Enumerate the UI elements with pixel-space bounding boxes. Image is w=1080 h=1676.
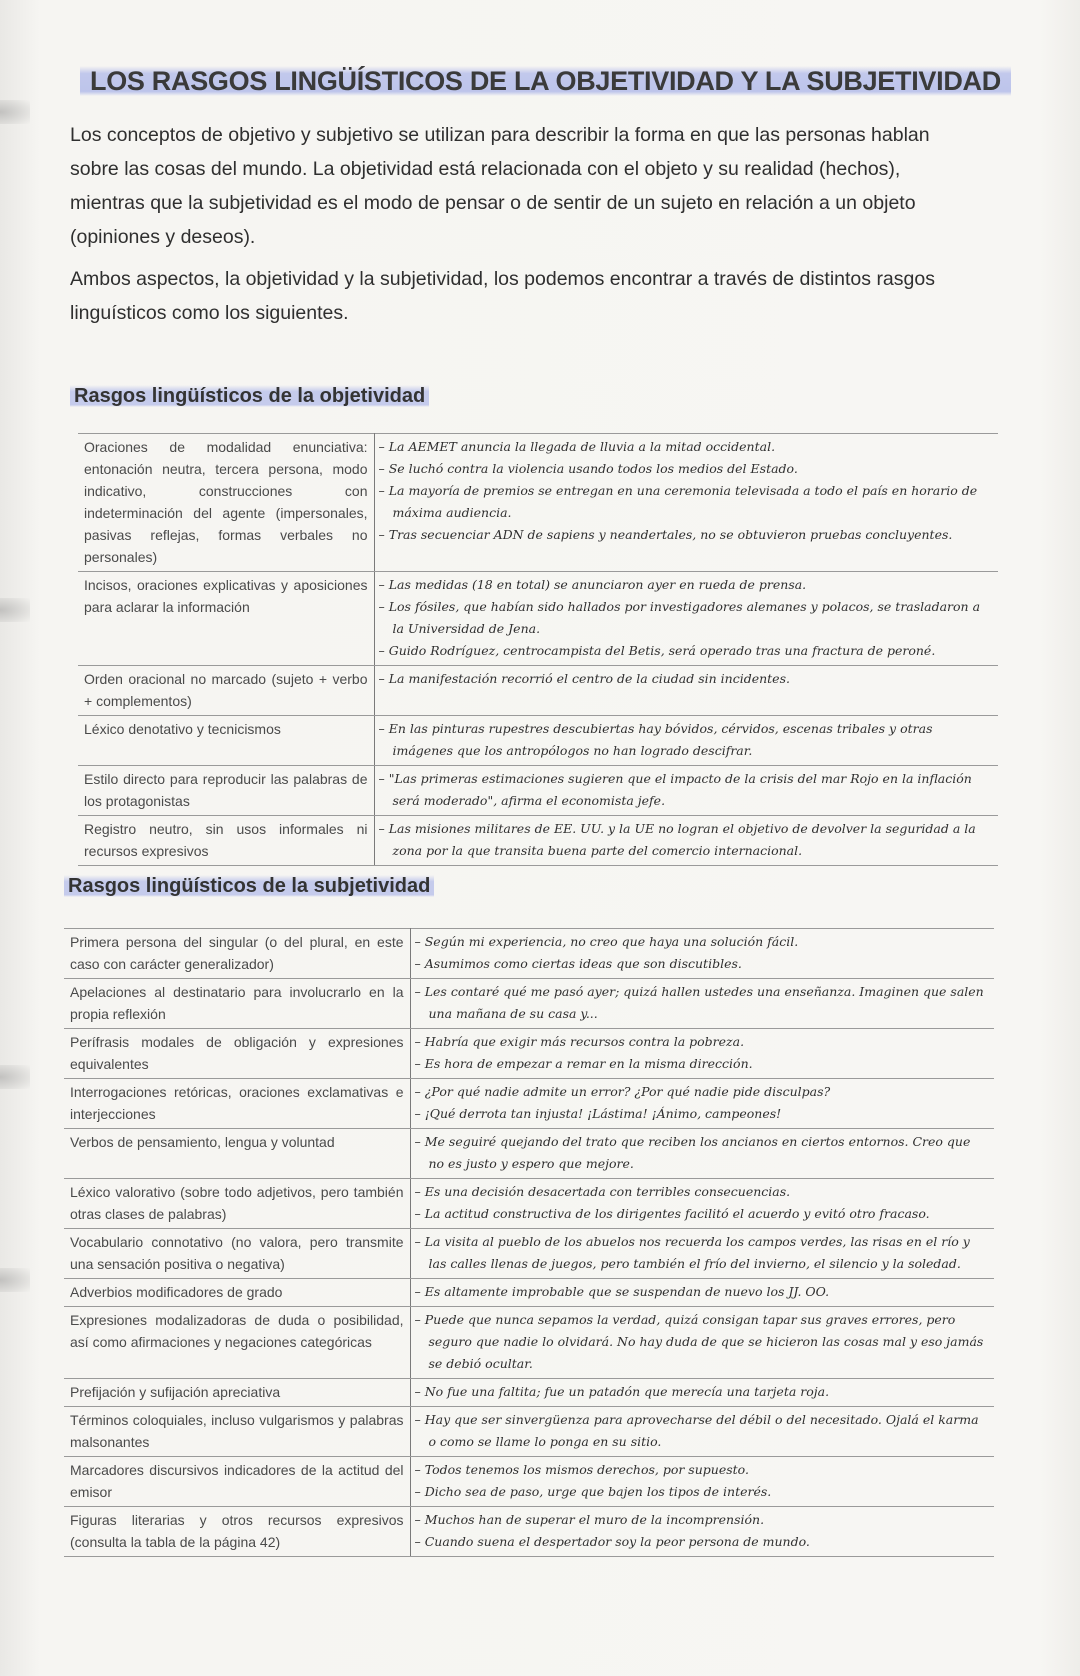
feature-cell: Vocabulario connotativo (no valora, pero transmite una sensación positiva o negativa) [64, 1229, 410, 1279]
example-item: – Es altamente improbable que se suspendan de nuevo los JJ. OO. [415, 1281, 989, 1303]
example-item: – Guido Rodríguez, centrocampista del Betis, será operado tras una fractura de peroné. [379, 640, 993, 662]
examples-cell [410, 1307, 994, 1379]
objectivity-heading [70, 385, 429, 408]
page-title [80, 66, 1001, 97]
example-item: – En las pinturas rupestres descubiertas hay bóvidos, cérvidos, escenas tribales y otras imágenes que los antropólogos no han logrado descifrar. [379, 718, 993, 762]
table-row [78, 434, 998, 572]
examples-cell [410, 979, 994, 1029]
feature-cell: Incisos, oraciones explicativas y aposiciones para aclarar la información [78, 572, 374, 666]
example-item: – La manifestación recorrió el centro de la ciudad sin incidentes. [379, 668, 993, 690]
example-item: – Les contaré qué me pasó ayer; quizá hallen ustedes una enseñanza. Imaginen que salen una mañana de su casa y... [415, 981, 989, 1025]
feature-cell: Oraciones de modalidad enunciativa: entonación neutra, tercera persona, modo indicativo, construcciones con indeterminación del agente (impersonales, pasivas reflejas, formas verbales no personales) [78, 434, 374, 572]
table-row [64, 1507, 994, 1557]
table-row [64, 1179, 994, 1229]
example-item: – Puede que nunca sepamos la verdad, quizá consigan tapar sus graves errores, pero seguro que nadie lo olvidará. No hay duda de que se hicieron las cosas mal y eso jamás se debió ocultar. [415, 1309, 989, 1375]
example-item: – La actitud constructiva de los dirigentes facilitó el acuerdo y evitó otro fracaso. [415, 1203, 989, 1225]
example-item: – "Las primeras estimaciones sugieren que el impacto de la crisis del mar Rojo en la inflación será moderado", afirma el economista jefe. [379, 768, 993, 812]
feature-cell: Interrogaciones retóricas, oraciones exclamativas e interjecciones [64, 1079, 410, 1129]
examples-cell [410, 1407, 994, 1457]
example-item: – La mayoría de premios se entregan en una ceremonia televisada a todo el país en horario de máxima audiencia. [379, 480, 993, 524]
example-item: – Hay que ser sinvergüenza para aprovecharse del débil o del necesitado. Ojalá el karma o como se llame lo ponga en su sitio. [415, 1409, 989, 1453]
table-row [78, 816, 998, 866]
table-row [78, 766, 998, 816]
feature-cell: Prefijación y sufijación apreciativa [64, 1379, 410, 1407]
feature-cell: Marcadores discursivos indicadores de la actitud del emisor [64, 1457, 410, 1507]
table-row [78, 572, 998, 666]
feature-cell: Apelaciones al destinatario para involucrarlo en la propia reflexión [64, 979, 410, 1029]
table-row [64, 1129, 994, 1179]
feature-cell: Perífrasis modales de obligación y expresiones equivalentes [64, 1029, 410, 1079]
examples-cell [410, 929, 994, 979]
example-item: – No fue una faltita; fue un patadón que merecía una tarjeta roja. [415, 1381, 989, 1403]
table-row [64, 979, 994, 1029]
example-item: – Según mi experiencia, no creo que haya una solución fácil. [415, 931, 989, 953]
example-item: – Muchos han de superar el muro de la incomprensión. [415, 1509, 989, 1531]
examples-cell [374, 572, 998, 666]
example-item: – Es una decisión desacertada con terribles consecuencias. [415, 1181, 989, 1203]
example-item: – ¡Qué derrota tan injusta! ¡Lástima! ¡Ánimo, campeones! [415, 1103, 989, 1125]
examples-cell [374, 434, 998, 572]
feature-cell: Registro neutro, sin usos informales ni recursos expresivos [78, 816, 374, 866]
table-row [64, 1379, 994, 1407]
feature-cell: Léxico denotativo y tecnicismos [78, 716, 374, 766]
feature-cell: Orden oracional no marcado (sujeto + verbo + complementos) [78, 666, 374, 716]
example-item: – Todos tenemos los mismos derechos, por supuesto. [415, 1459, 989, 1481]
feature-cell: Léxico valorativo (sobre todo adjetivos, pero también otras clases de palabras) [64, 1179, 410, 1229]
table-row [64, 1229, 994, 1279]
examples-cell [410, 1179, 994, 1229]
table-row [78, 666, 998, 716]
feature-cell: Primera persona del singular (o del plural, en este caso con carácter generalizador) [64, 929, 410, 979]
examples-cell [374, 816, 998, 866]
subjectivity-heading [64, 875, 434, 898]
page-title-text: LOS RASGOS LINGÜÍSTICOS DE LA OBJETIVIDAD Y LA SUBJETIVIDAD [80, 66, 1011, 96]
feature-cell: Expresiones modalizadoras de duda o posibilidad, así como afirmaciones y negaciones categóricas [64, 1307, 410, 1379]
example-item: – ¿Por qué nadie admite un error? ¿Por qué nadie pide disculpas? [415, 1081, 989, 1103]
scan-shadow [0, 1065, 30, 1089]
scan-shadow [0, 100, 30, 124]
table-row [64, 1307, 994, 1379]
subjectivity-table [64, 928, 994, 1557]
intro-paragraph-1: Los conceptos de objetivo y subjetivo se utilizan para describir la forma en que las personas hablan sobre las cosas del mundo. La objetividad está relacionada con el objeto y su realidad (hechos), mientras que la subjetividad es el modo de pensar o de sentir de un sujeto en relación a un objeto (opiniones y deseos). [70, 124, 930, 248]
feature-cell: Verbos de pensamiento, lengua y voluntad [64, 1129, 410, 1179]
intro-paragraph-2: Ambos aspectos, la objetividad y la subjetividad, los podemos encontrar a través de distintos rasgos linguísticos como los siguientes. [70, 268, 935, 324]
example-item: – Dicho sea de paso, urge que bajen los tipos de interés. [415, 1481, 989, 1503]
examples-cell [410, 1507, 994, 1557]
table-row [64, 1079, 994, 1129]
example-item: – Los fósiles, que habían sido hallados por investigadores alemanes y polacos, se trasladaron a la Universidad de Jena. [379, 596, 993, 640]
examples-cell [410, 1029, 994, 1079]
example-item: – Se luchó contra la violencia usando todos los medios del Estado. [379, 458, 993, 480]
examples-cell [374, 666, 998, 716]
example-item: – La visita al pueblo de los abuelos nos recuerda los campos verdes, las risas en el río y las calles llenas de juegos, pero también el frío del invierno, el silencio y la soledad. [415, 1231, 989, 1275]
examples-cell [374, 716, 998, 766]
feature-cell: Adverbios modificadores de grado [64, 1279, 410, 1307]
objectivity-table [78, 433, 998, 866]
examples-cell [410, 1229, 994, 1279]
table-row [64, 1457, 994, 1507]
example-item: – Las medidas (18 en total) se anunciaron ayer en rueda de prensa. [379, 574, 993, 596]
feature-cell: Figuras literarias y otros recursos expresivos (consulta la tabla de la página 42) [64, 1507, 410, 1557]
feature-cell: Estilo directo para reproducir las palabras de los protagonistas [78, 766, 374, 816]
example-item: – Las misiones militares de EE. UU. y la UE no logran el objetivo de devolver la seguridad a la zona por la que transita buena parte del comercio internacional. [379, 818, 993, 862]
examples-cell [410, 1379, 994, 1407]
table-row [64, 1407, 994, 1457]
table-row [64, 1279, 994, 1307]
scan-shadow [0, 1268, 30, 1292]
example-item: – Tras secuenciar ADN de sapiens y neandertales, no se obtuvieron pruebas concluyentes. [379, 524, 993, 546]
example-item: – La AEMET anuncia la llegada de lluvia a la mitad occidental. [379, 436, 993, 458]
example-item: – Asumimos como ciertas ideas que son discutibles. [415, 953, 989, 975]
table-row [78, 716, 998, 766]
examples-cell [374, 766, 998, 816]
examples-cell [410, 1129, 994, 1179]
examples-cell [410, 1279, 994, 1307]
table-row [64, 929, 994, 979]
subjectivity-heading-text: Rasgos lingüísticos de la subjetividad [64, 875, 434, 897]
example-item: – Me seguiré quejando del trato que reciben los ancianos en ciertos entornos. Creo que no es justo y espero que mejore. [415, 1131, 989, 1175]
table-row [64, 1029, 994, 1079]
scan-shadow [0, 598, 30, 622]
example-item: – Cuando suena el despertador soy la peor persona de mundo. [415, 1531, 989, 1553]
example-item: – Es hora de empezar a remar en la misma dirección. [415, 1053, 989, 1075]
examples-cell [410, 1079, 994, 1129]
examples-cell [410, 1457, 994, 1507]
objectivity-heading-text: Rasgos lingüísticos de la objetividad [70, 385, 429, 407]
example-item: – Habría que exigir más recursos contra la pobreza. [415, 1031, 989, 1053]
feature-cell: Términos coloquiales, incluso vulgarismos y palabras malsonantes [64, 1407, 410, 1457]
